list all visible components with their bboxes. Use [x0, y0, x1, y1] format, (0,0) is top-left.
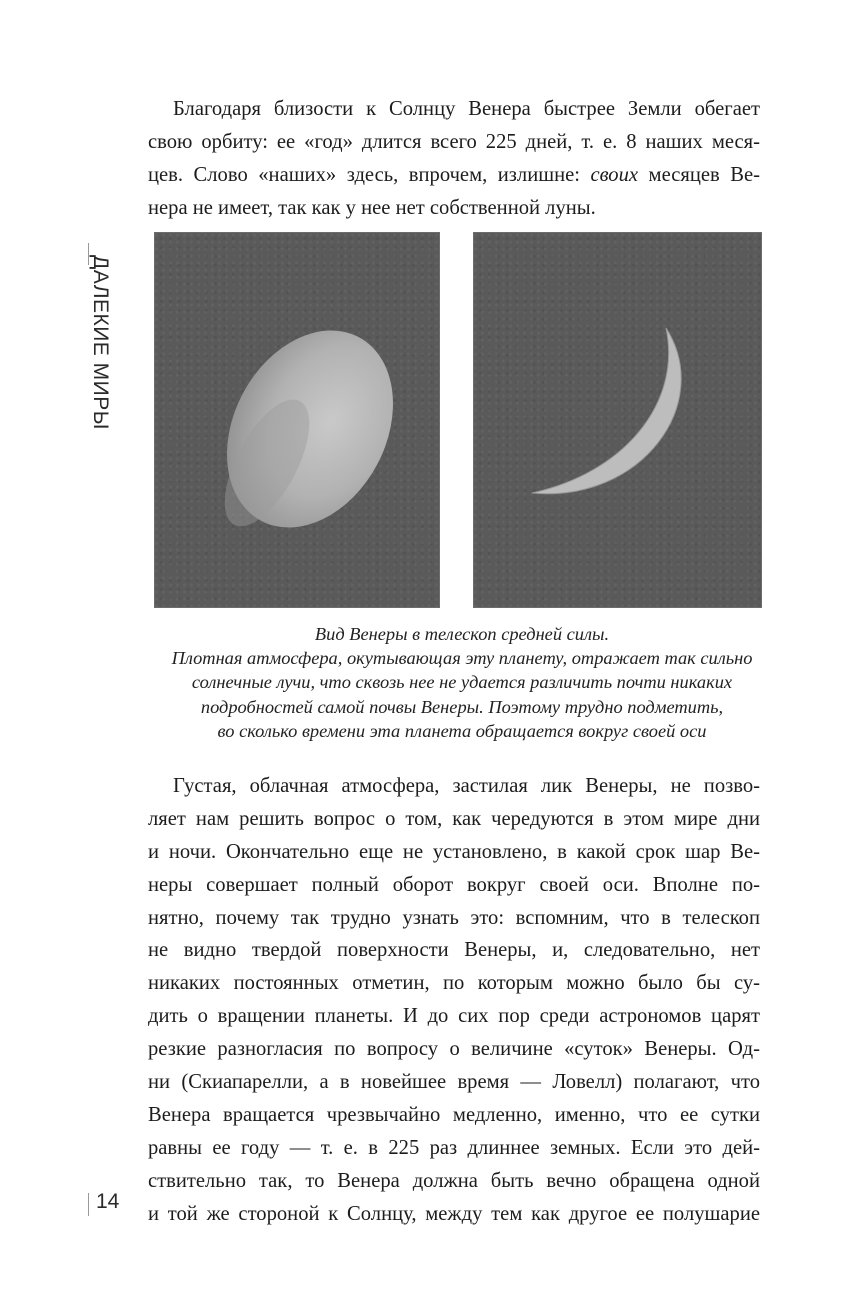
- text-line: резкие разногласия по вопросу о величине «суток» Венеры. Од-: [148, 1038, 760, 1061]
- text-line: равны ее году — т. е. в 225 раз длиннее земных. Если это дей-: [148, 1136, 760, 1159]
- caption-line: солнечные лучи, что сквозь нее не удается различить почти никаких: [191, 672, 733, 693]
- crescent-venus-plate: [474, 233, 761, 607]
- text-line: ляет нам решить вопрос о том, как чередуются в этом мире дни: [148, 807, 760, 830]
- text-line-end: месяцев Ве-: [648, 163, 760, 186]
- text-line: нятно, почему так трудно узнать это: вспомним, что в телескоп: [148, 906, 760, 929]
- figure-caption: [90, 622, 834, 743]
- text-line: дить о вращении планеты. И до сих пор среди астрономов царят: [148, 1005, 760, 1028]
- text-line: нера не имеет, так как у нее нет собственной луны.: [148, 196, 596, 219]
- gibbous-venus-image: [155, 233, 439, 607]
- emphasis-word: своих: [590, 163, 639, 186]
- text-line: ствительно так, то Венера должна быть вечно обращена одной: [148, 1169, 760, 1192]
- text-line: ни (Скиапарелли, а в новейшее время — Ловелл) полагают, что: [148, 1071, 760, 1094]
- running-head: ДАЛЕКИЕ МИРЫ: [89, 255, 112, 430]
- paragraph-2: [148, 770, 760, 1230]
- text-line: и той же стороной к Солнцу, между тем как другое ее полушарие: [148, 1202, 760, 1225]
- text-line-start: цев. Слово «наших» здесь, впрочем, излишне:: [148, 163, 580, 186]
- caption-line: Вид Венеры в телескоп средней силы.: [314, 624, 610, 644]
- crescent-venus-image: [474, 233, 761, 607]
- text-line: Венера вращается чрезвычайно медленно, именно, что ее сутки: [148, 1103, 760, 1126]
- text-line: свою орбиту: ее «год» длится всего 225 дней, т. е. 8 наших меся-: [148, 130, 760, 153]
- text-line: не видно твердой поверхности Венеры, и, следовательно, нет: [148, 939, 760, 962]
- page-number-rule: [88, 1193, 89, 1216]
- venus-figure: [155, 233, 761, 608]
- caption-line: во сколько времени эта планета обращается вокруг своей оси: [217, 720, 707, 741]
- text-line: Густая, облачная атмосфера, застилая лик Венеры, не позво-: [173, 775, 760, 797]
- text-line: и ночи. Окончательно еще не установлено, в какой срок шар Ве-: [148, 840, 760, 863]
- page-number: 14: [96, 1190, 120, 1213]
- text-line: Благодаря близости к Солнцу Венера быстрее Земли обегает: [173, 98, 760, 120]
- gibbous-venus-plate: [155, 233, 439, 607]
- paragraph-1: [148, 93, 760, 225]
- caption-line: Плотная атмосфера, окутывающая эту планету, отражает так сильно: [171, 648, 753, 669]
- venus-crescent: [532, 328, 681, 494]
- caption-line: подробностей самой почвы Венеры. Поэтому трудно подметить,: [200, 696, 724, 717]
- text-line: никаких постоянных отметин, по которым можно было бы су-: [148, 972, 760, 995]
- text-line: [148, 159, 760, 192]
- text-line: неры совершает полный оборот вокруг своей оси. Вполне по-: [148, 873, 760, 896]
